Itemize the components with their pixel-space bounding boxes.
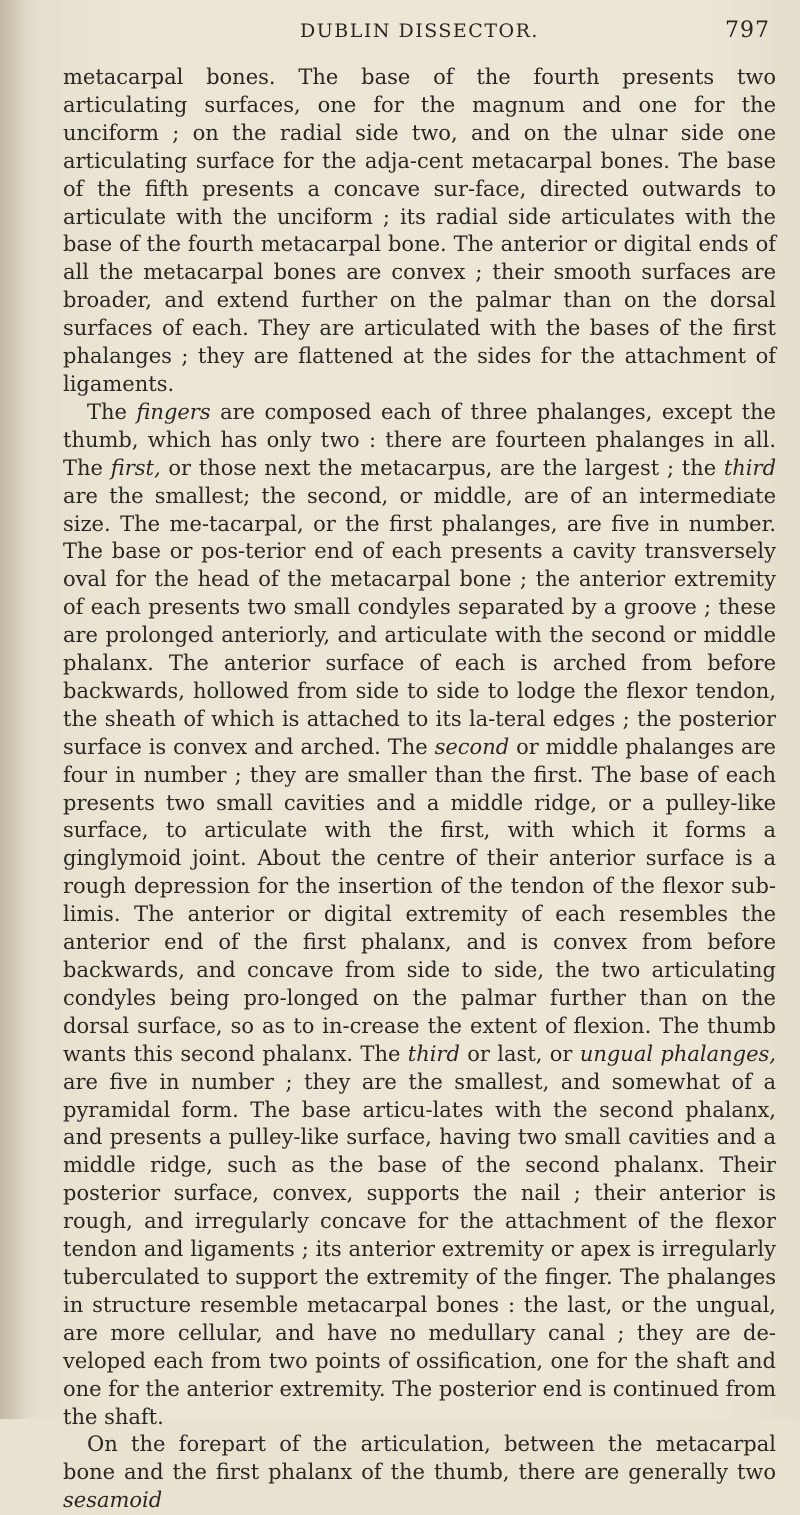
- italic-term: third: [723, 455, 777, 480]
- running-head: DUBLIN DISSECTOR.: [300, 20, 539, 42]
- text-run: or middle phalanges are four in number ; they are smaller than the first. The base of each presents two small cavities and a middle ridge, or a pulley-like surface, to articulate with the first, with which it forms a ginglymoid joint. About the centre of their anterior surface is a rough depression for the insertion of the tendon of the flexor sub-limis. The anterior or digital extremity of each resembles the anterior end of the first phalanx, and is convex from before backwards, and concave from side to side, the two articulating condyles being pro-longed on the palmar further than on the dorsal surface, so as to in-crease the extent of flexion. The thumb wants this second phalanx. The: [63, 734, 776, 1066]
- text-run: are five in number ; they are the smallest, and somewhat of a pyramidal form. The base articu-lates with the second phalanx, and presents a pulley-like surface, having two small cavities and a middle ridge, such as the base of the second phalanx. Their posterior surface, convex, supports the nail ; their anterior is rough, and irregularly concave for the attachment of the flexor tendon and ligaments ; its anterior extremity or apex is irregularly tuberculated to support the extremity of the finger. The phalanges in structure resemble metacarpal bones : the last, or the ungual, are more cellular, and have no medullary canal ; they are de-veloped each from two points of ossification, one for the shaft and one for the anterior extremity. The posterior end is continued from the shaft.: [63, 1069, 776, 1429]
- italic-term: third: [407, 1041, 460, 1066]
- paragraph-2: [63, 399, 776, 1432]
- text-run: metacarpal bones. The base of the fourth presents two articulating surfaces, one for the magnum and one for the unciform ; on the radial side two, and on the ulnar side one articulating surface for the adja-cent metacarpal bones. The base of the fifth presents a concave sur-face, directed outwards to articulate with the unciform ; its radial side articulates with the base of the fourth metacarpal bone. The anterior or digital ends of all the metacarpal bones are convex ; their smooth surfaces are broader, and extend further on the palmar than on the dorsal surfaces of each. They are articulated with the bases of the first phalanges ; they are flattened at the sides for the attachment of ligaments.: [63, 65, 776, 396]
- paragraph-3: [63, 1431, 776, 1515]
- text-run: are the smallest; the second, or middle, are of an intermediate size. The me-tacarpal, or the first phalanges, are five in number. The base or pos-terior end of each presents a cavity transversely oval for the head of the metacarpal bone ; the anterior extremity of each presents two small condyles separated by a groove ; these are prolonged anteriorly, and articulate with the second or middle phalanx. The anterior surface of each is arched from before backwards, hollowed from side to side to lodge the flexor tendon, the sheath of which is attached to its la-teral edges ; the posterior surface is convex and arched. The: [63, 483, 776, 759]
- text-run: On the forepart of the articulation, between the metacarpal bone and the first phalanx of the thumb, there are generally two: [63, 1432, 776, 1485]
- italic-term: sesamoid: [63, 1488, 163, 1513]
- italic-term: second: [434, 734, 510, 759]
- page-edge-shadow: [0, 0, 28, 1419]
- text-run: or those next the metacarpus, are the largest ; the: [160, 455, 724, 480]
- page-number: 797: [725, 18, 770, 43]
- page-header: [300, 20, 770, 50]
- paragraph-1: [63, 64, 776, 399]
- italic-term: ungual phalanges,: [579, 1041, 776, 1066]
- body-text: [63, 64, 776, 1515]
- text-run: The: [87, 399, 137, 424]
- italic-term: first,: [110, 455, 161, 480]
- italic-term: fingers: [136, 399, 211, 424]
- text-run: or last, or: [459, 1041, 580, 1066]
- text-run: are composed each of three phalanges, except the thumb, which has only two : there are fourteen phalanges in all. The: [63, 399, 776, 480]
